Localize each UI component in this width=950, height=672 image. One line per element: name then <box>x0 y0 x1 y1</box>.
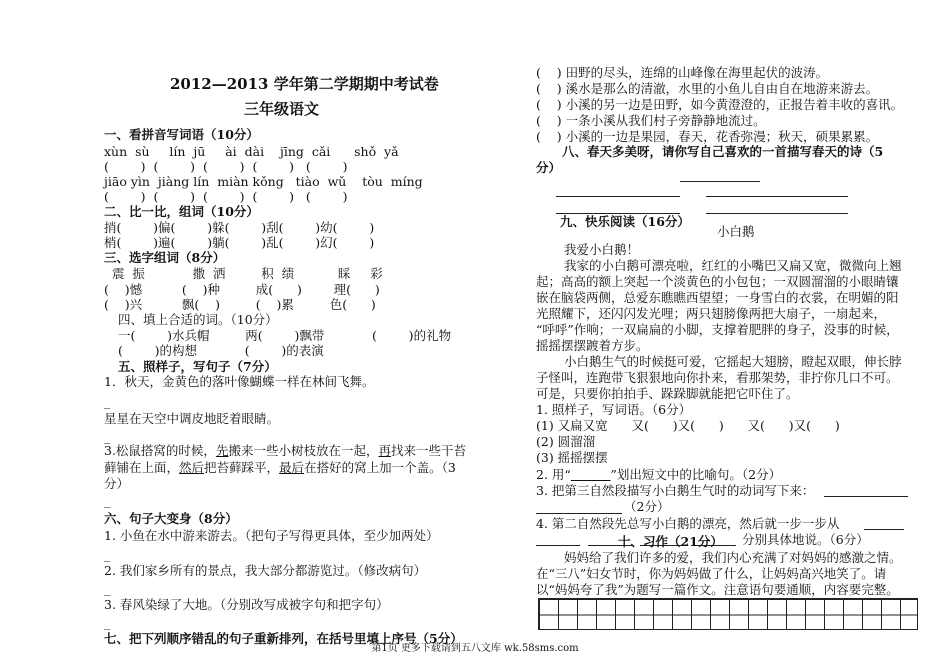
choose-row-3: ( )兴 飘( ) ( )累 色( ) <box>104 297 376 312</box>
section-6-heading: 六、句子大变身（8分） <box>104 511 238 526</box>
story-p1: 我爱小白鹅！ <box>564 242 640 257</box>
s6-item-1: 1. 小鱼在水中游来游去。（把句子写得更具体，至少加两处） <box>104 528 439 543</box>
q4-line-2 <box>536 545 580 546</box>
story-p2-l5: “呼呼”作响；一双扁扁的小脚，支撑着肥胖的身子，没事的时候， <box>536 322 899 337</box>
blank-row-1: ( ) ( ) ( ) ( ) ( ) <box>104 159 348 174</box>
story-p3-l2: 子怪叫，连跑带飞狠狠地向你扑来，看那架势，非拧你几口不可。 <box>536 370 899 385</box>
s5-item-2: 星星在天空中调皮地眨着眼睛。 <box>104 411 280 426</box>
fill-row-2: ( )的构想 ( )的表演 <box>118 343 324 358</box>
s7-item-2: ( ) 溪水是那么的清澈，水里的小鱼儿自由自在地游来游去。 <box>536 81 879 96</box>
pinyin-row-1: xùn sù lín jū ài dài jīng cǎi shǒ yǎ <box>104 144 399 159</box>
s5-item-3-line-1: 3.松鼠搭窝的时候，先搬来一些小树枝放在一起，再找来一些干苔 <box>104 443 466 458</box>
choose-row-1: 震 振 撒 洒 积 绩 睬 彩 <box>104 266 383 281</box>
q1-a: (1) 又扁又宽 又( )又( ) 又( )又( ) <box>536 418 840 433</box>
essay-writing-grid[interactable] <box>538 598 918 630</box>
s5-item-1: 1．秋天，金黄色的落叶像蝴蝶一样在林间飞舞。 <box>104 374 375 389</box>
essay-prompt-l2: 在“三八”妇女节时，你为妈妈做了什么，让妈妈高兴地笑了。请 <box>536 566 887 581</box>
q3-answer-line-2 <box>536 513 622 514</box>
s7-item-4: ( ) 一条小溪从我们村子旁静静地流过。 <box>536 113 766 128</box>
story-p2-l6: 摇摇摆摆踱着方步。 <box>536 338 649 353</box>
s5-item-3-line-3: 分） <box>104 476 130 491</box>
s5-answer-line-b: _ <box>104 429 111 444</box>
poem-line-1b <box>706 196 848 197</box>
story-p3-l1: 小白鹅生气的时候挺可爱，它摇起大翅膀，瞪起双眼，伸长脖 <box>564 354 902 369</box>
page-title: 2012—2013 学年第二学期期中考试卷 <box>170 75 439 93</box>
section-5-heading: 五、照样子，写句子（7分） <box>118 359 277 374</box>
story-p2-l1: 我家的小白鹅可漂亮啦，红红的小嘴巴又扁又宽，微微向上翘 <box>564 258 902 273</box>
q1-c: (3) 摇摇摆摆 <box>536 450 608 465</box>
essay-prompt-l3: 以“妈妈夸了我”为题写一篇作文。注意语句要通顺，内容要完整。 <box>536 582 899 597</box>
section-10-heading: 十、习作（21分） <box>618 534 723 549</box>
q1: 1. 照样子，写词语。（6分） <box>536 402 692 417</box>
pinyin-row-2: jiāo yìn jiàng lín miàn kǒng tiào wǔ tòu míng <box>104 174 423 189</box>
q3: 3. 把第三自然段描写小白鹅生气时的动词写下来： <box>536 483 815 498</box>
section-8-heading-cont: 分） <box>536 160 562 175</box>
q3-score: （2分） <box>624 499 670 514</box>
s6-answer-line-a: _ <box>104 547 111 562</box>
section-4-heading: 四、填上合适的词。（10分） <box>118 312 278 327</box>
story-p2-l3: 嵌在脑袋两侧，总爱东瞧瞧西望望；一身雪白的衣裳，在明媚的阳 <box>536 290 899 305</box>
poem-title-line <box>680 181 760 182</box>
section-2-heading: 二、比一比，组词（10分） <box>104 204 259 219</box>
section-1-heading: 一、看拼音写词语（10分） <box>104 127 259 142</box>
page-subtitle: 三年级语文 <box>244 100 320 118</box>
s5-answer-line-a: _ <box>104 394 111 409</box>
q4-cont: 分别具体地说。（6分） <box>742 532 869 547</box>
page-footer: 第1页 更多下载请到五八文库 wk.58sms.com <box>371 643 579 654</box>
section-3-heading: 三、选字组词（8分） <box>104 250 226 265</box>
section-9-heading: 九、快乐阅读（16分） <box>560 214 690 229</box>
compare-row-2: 梢( )遍( )躺( )乱( )幻( ) <box>104 235 375 250</box>
q3-answer-line <box>824 496 908 497</box>
s6-item-3: 3. 春风染绿了大地。（分别改写成被字句和把字句） <box>104 597 389 612</box>
section-8-heading: 八、春天多美呀，请你写自己喜欢的一首描写春天的诗（5 <box>562 144 884 159</box>
s7-item-5: ( ) 小溪的一边是果园，春天，花香弥漫；秋天，硕果累累。 <box>536 129 879 144</box>
s6-answer-line-c: _ <box>104 615 111 630</box>
q1-b: (2) 圆溜溜 <box>536 434 596 449</box>
q4-line-1 <box>864 529 904 530</box>
s7-item-1: ( ) 田野的尽头，连绵的山峰像在海里起伏的波涛。 <box>536 65 829 80</box>
compare-row-1: 捎( )偏( )躲( )刮( )幼( ) <box>104 220 375 235</box>
poem-line-1a <box>556 196 680 197</box>
fill-row-1: 一( )水兵帽 两( )飘带 ( )的礼物 <box>118 328 452 343</box>
essay-prompt-l1: 妈妈给了我们许多的爱，我们内心充满了对妈妈的感激之情。 <box>564 550 902 565</box>
choose-row-2: ( )憾 ( )种 成( ) 理( ) <box>104 282 380 297</box>
story-p3-l3: 可是，只要你拍拍手、跺跺脚就能把它吓住了。 <box>536 386 799 401</box>
story-p2-l2: 起；高高的额上突起一个淡黄色的小包包；一双圆溜溜的小眼睛镶 <box>536 274 899 289</box>
s5-item-3-line-2: 藓铺在上面，然后把苔藓踩平，最后在搭好的窝上加一个盖。（3 <box>104 460 456 475</box>
story-title: 小白鹅 <box>717 224 755 239</box>
blank-row-2: ( ) ( ) ( ) ( ) ( ) <box>104 189 348 204</box>
s7-item-3: ( ) 小溪的另一边是田野，如今黄澄澄的，正报告着丰收的喜讯。 <box>536 97 904 112</box>
s6-answer-line-b: _ <box>104 581 111 596</box>
story-p2-l4: 光照耀下，还闪闪发光哩；两只翅膀像两把大扇子，一扇起来， <box>536 306 887 321</box>
s5-answer-line-c: _ <box>104 493 111 508</box>
s6-item-2: 2. 我们家乡所有的景点，我大部分都游览过。（修改病句） <box>104 563 427 578</box>
poem-line-2b <box>706 213 848 214</box>
q4: 4. 第二自然段先总写小白鹅的漂亮，然后就一步一步从 <box>536 516 840 531</box>
section-7-heading: 七、把下列顺序错乱的句子重新排列，在括号里填上序号（5分） <box>104 631 463 646</box>
q2: 2. 用“ ”划出短文中的比喻句。（2分） <box>536 467 782 482</box>
